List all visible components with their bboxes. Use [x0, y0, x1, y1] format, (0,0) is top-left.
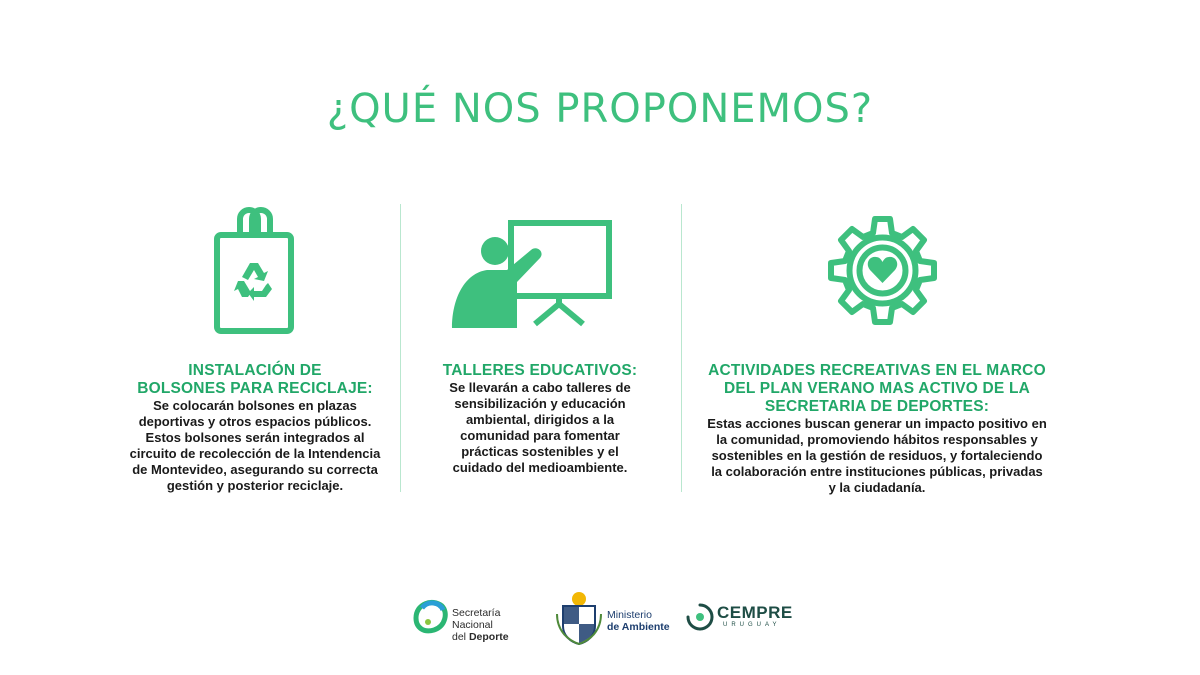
snd-emblem-icon: [412, 596, 448, 636]
column-heading: INSTALACIÓN DE BOLSONES PARA RECICLAJE:: [137, 362, 373, 397]
column-divider: [400, 204, 401, 492]
gear-heart-icon: [820, 208, 945, 333]
column-recreational-activities: [692, 362, 1062, 496]
partner-logos: [0, 590, 1200, 650]
column-divider: [681, 204, 682, 492]
column-heading: TALLERES EDUCATIVOS:: [442, 362, 638, 379]
column-recycling-bins: [125, 362, 385, 494]
column-body: Se colocarán bolsones en plazas deportivas y otros espacios públicos. Estos bolsones serán integrados al circuito de recolección de la Intendencia de Montevideo, asegurando su correcta gestión y posterior reciclaje.: [129, 398, 381, 493]
logo-ministerio-ambiente: Ministerio de Ambiente: [555, 590, 675, 646]
column-workshops: [410, 362, 670, 476]
teacher-board-icon: [447, 218, 617, 330]
logo-cempre: CEMPRE URUGUAY: [685, 600, 795, 636]
column-heading: ACTIVIDADES RECREATIVAS EN EL MARCO DEL PLAN VERANO MAS ACTIVO DE LA SECRETARIA DE DEPORTES:: [708, 362, 1046, 415]
column-body: Estas acciones buscan generar un impacto positivo en la comunidad, promoviendo hábitos responsables y sostenibles en la gestión de residuos, y fortaleciendo la colaboración entre instituciones públicas, privadas y la ciudadanía.: [707, 416, 1047, 495]
logo-secretaria-nacional-deporte: Secretaría Nacional del Deporte: [412, 596, 542, 636]
page-title: ¿QUÉ NOS PROPONEMOS?: [326, 86, 874, 132]
cempre-emblem-icon: [685, 602, 715, 632]
recycling-bag-icon: [210, 205, 298, 335]
coat-of-arms-icon: [555, 590, 603, 646]
column-body: Se llevarán a cabo talleres de sensibilización y educación ambiental, dirigidos a la comunidad para fomentar prácticas sostenibles y el cuidado del medioambiente.: [449, 380, 631, 475]
